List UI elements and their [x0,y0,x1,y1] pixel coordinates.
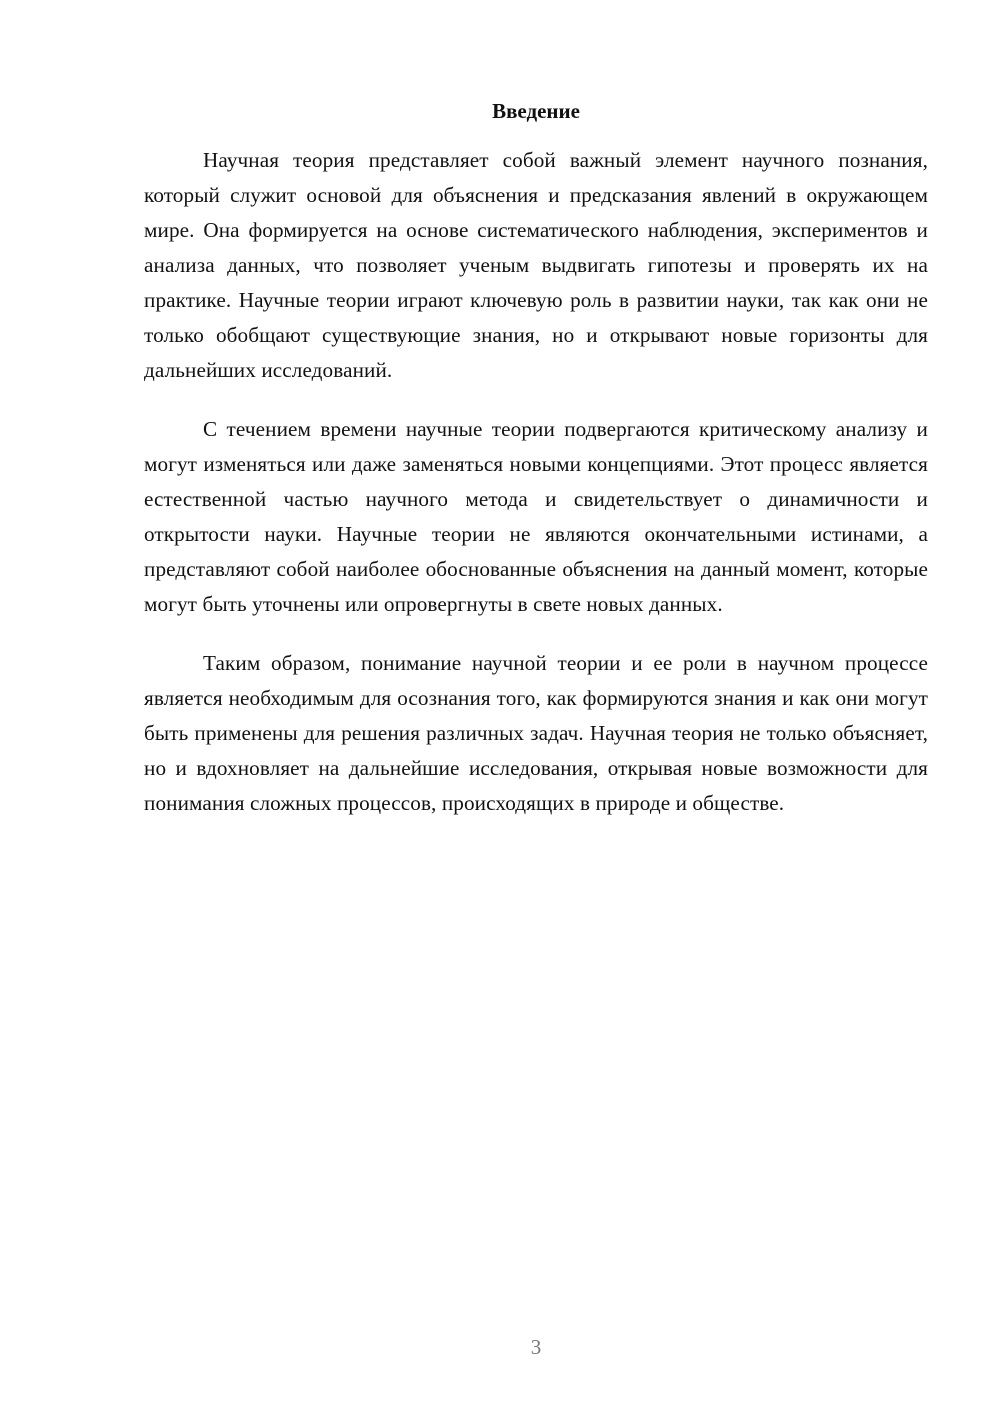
paragraph-2: С течением времени научные теории подвергаются критическому анализу и могут изменяться или даже заменяться новыми концепциями. Этот процесс является естественной частью научного метода и свидетельствует о динамичности и открытости науки. Научные теории не являются окончательными истинами, а представляют собой наиболее обоснованные объяснения на данный момент, которые могут быть уточнены или опровергнуты в свете новых данных. [144,417,928,616]
paragraph-1: Научная теория представляет собой важный элемент научного познания, который служит основой для объяснения и предсказания явлений в окружающем мире. Она формируется на основе систематического наблюдения, экспериментов и анализа данных, что позволяет ученым выдвигать гипотезы и проверять их на практике. Научные теории играют ключевую роль в развитии науки, так как они не только обобщают существующие знания, но и открывают новые горизонты для дальнейших исследований. [144,148,928,382]
paragraph-3: Таким образом, понимание научной теории и ее роли в научном процессе является необходимым для осознания того, как формируются знания и как они могут быть применены для решения различных задач. Научная теория не только объясняет, но и вдохновляет на дальнейшие исследования, открывая новые возможности для понимания сложных процессов, происходящих в природе и обществе. [144,651,928,815]
page-number: 3 [530,1335,542,1359]
body-text [144,143,928,845]
section-title: Введение [492,99,580,123]
